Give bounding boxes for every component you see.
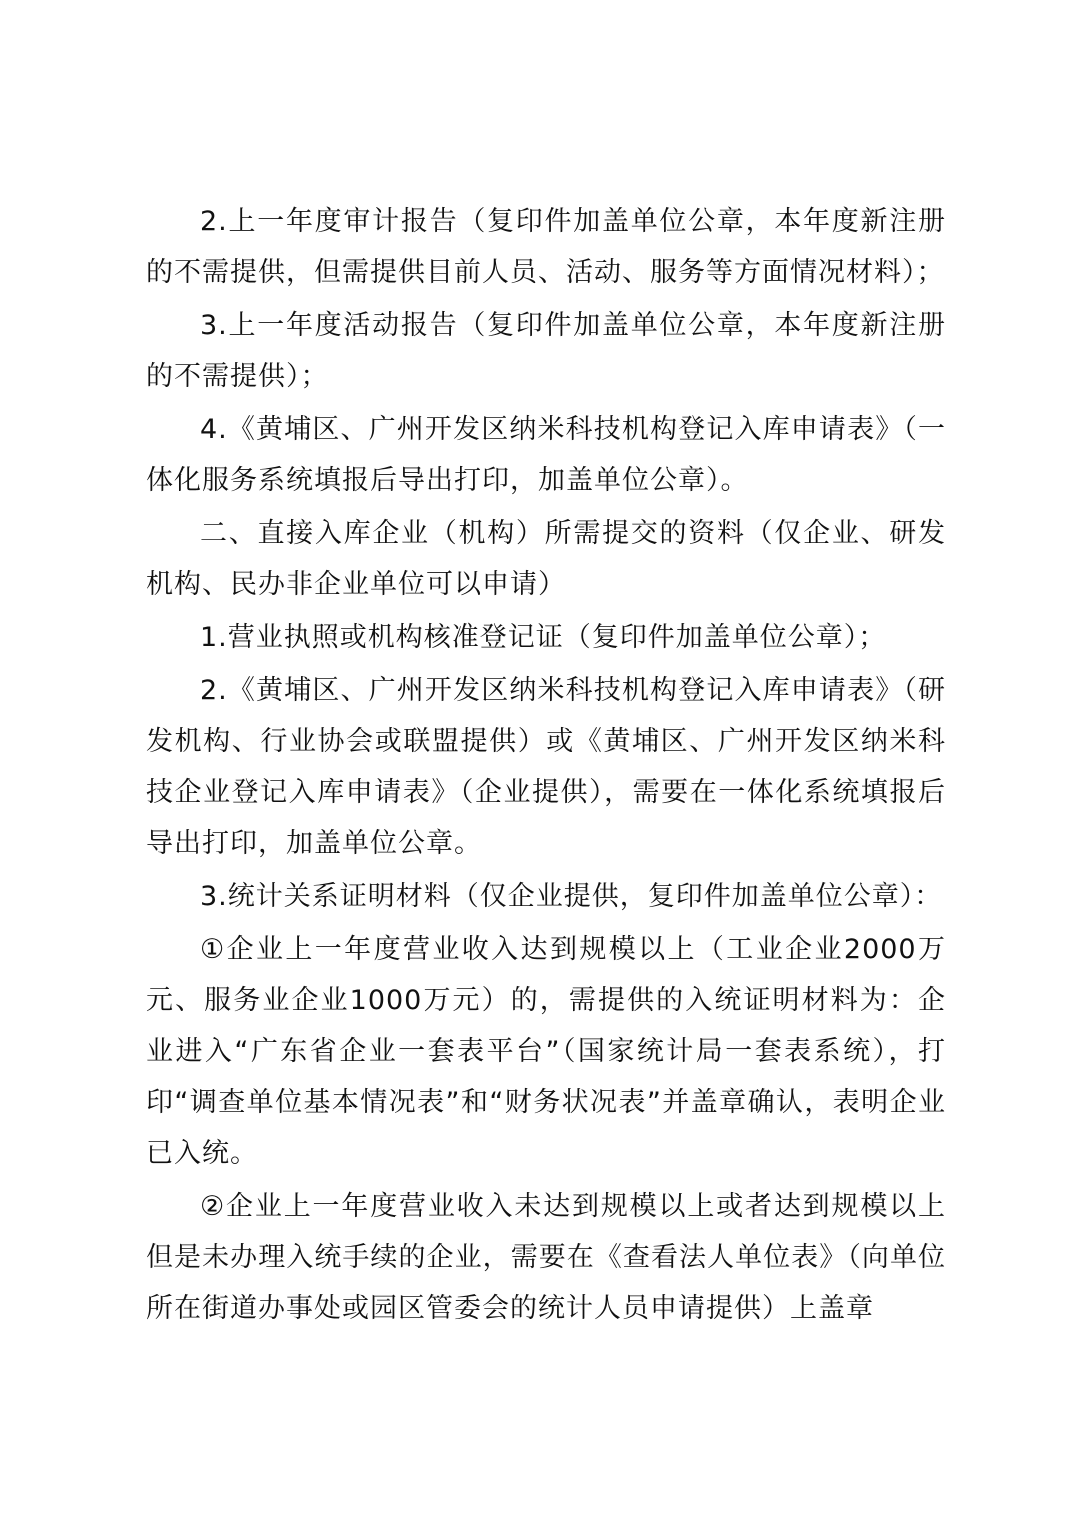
paragraph-entry-application: 2.《黄埔区、广州开发区纳米科技机构登记入库申请表》（研发机构、行业协会或联盟提供）或《黄埔区、广州开发区纳米科技企业登记入库申请表》（企业提供），需要在一体化系统填报后导出打印，加盖单位公章。 [146,675,946,859]
paragraph-registration-form: 4.《黄埔区、广州开发区纳米科技机构登记入库申请表》（一体化服务系统填报后导出打印，加盖单位公章）。 [146,414,946,496]
paragraph-activity-report: 3.上一年度活动报告（复印件加盖单位公章，本年度新注册的不需提供）； [146,310,946,392]
document-page [146,196,946,1336]
paragraph-statistics-proof: 3.统计关系证明材料（仅企业提供，复印件加盖单位公章）： [200,881,943,912]
paragraph-above-scale: ①企业上一年度营业收入达到规模以上（工业企业2000万元、服务业企业1000万元）的，需提供的入统证明材料为：企业进入“广东省企业一套表平台”（国家统计局一套表系统），打印“调查单位基本情况表”和“财务状况表”并盖章确认，表明企业已入统。 [146,934,946,1169]
section-heading-direct-entry: 二、直接入库企业（机构）所需提交的资料（仅企业、研发机构、民办非企业单位可以申请） [146,518,946,600]
paragraph-audit-report: 2.上一年度审计报告（复印件加盖单位公章，本年度新注册的不需提供，但需提供目前人员、活动、服务等方面情况材料）； [146,206,946,288]
paragraph-below-scale: ②企业上一年度营业收入未达到规模以上或者达到规模以上但是未办理入统手续的企业，需要在《查看法人单位表》（向单位所在街道办事处或园区管委会的统计人员申请提供）上盖章 [146,1191,946,1324]
paragraph-business-license: 1.营业执照或机构核准登记证（复印件加盖单位公章）； [200,622,887,653]
